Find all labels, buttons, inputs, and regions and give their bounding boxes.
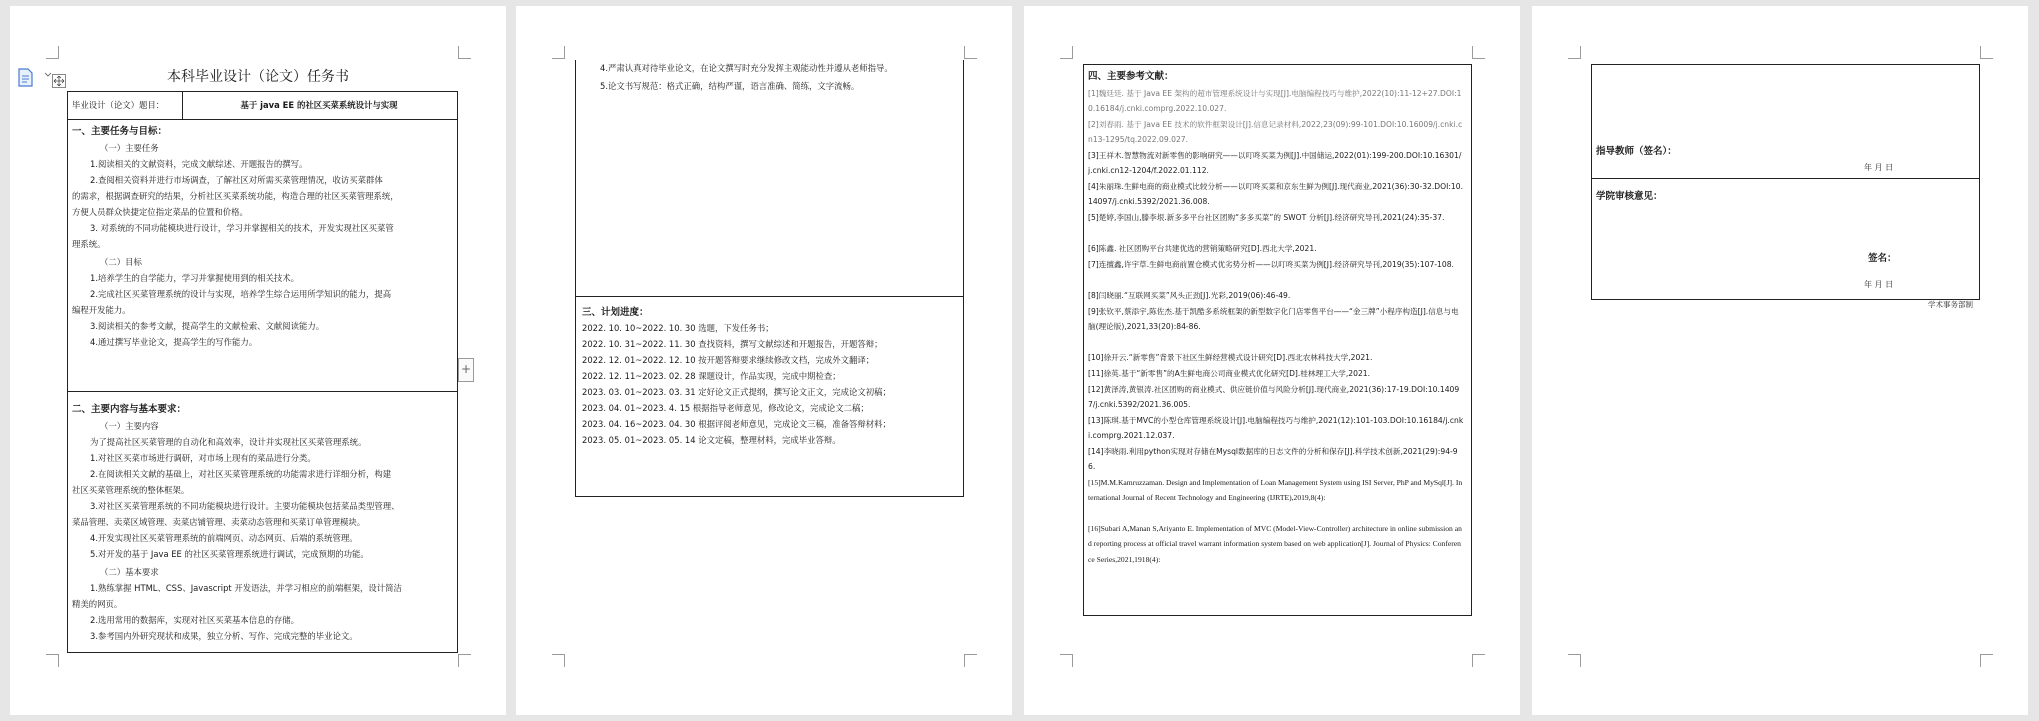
page-4 <box>1532 6 2028 715</box>
reference-item: [7]连擅鑫,许宇草.生鲜电商前置仓模式优劣势分析——以叮咚买菜为例[J].经济研究导刊,2019(35):107-108. <box>1088 260 1454 269</box>
text-line: 1.熟练掌握 HTML、CSS、Javascript 开发语法，并学习相应的前端框架，设计简洁 <box>90 583 402 593</box>
college-review-label: 学院审核意见： <box>1596 191 1663 202</box>
text-line: 3.参考国内外研究现状和成果，独立分析、写作、完成完整的毕业论文。 <box>90 631 358 641</box>
schedule-item: 2022. 10. 10~2022. 10. 30 选题，下发任务书； <box>582 323 774 333</box>
text-line: 3.对社区买菜管理系统的不同功能模块进行设计。主要功能模块包括菜品类型管理、 <box>90 501 400 511</box>
topic-value: 基于 java EE 的社区买菜系统设计与实现 <box>240 100 398 110</box>
text-line: 3.阅读相关的参考文献，提高学生的文献检索、文献阅读能力。 <box>90 321 325 331</box>
text-line: 社区买菜管理系统的整体框架。 <box>72 485 190 495</box>
text-line: 菜品管理、卖菜区域管理、卖菜店铺管理、卖菜动态管理和买菜订单管理模块。 <box>72 517 366 527</box>
crop-mark <box>1568 46 1581 59</box>
signature-label: 签名： <box>1868 253 1897 264</box>
crop-mark <box>1060 46 1073 59</box>
advisor-signature-label: 指导教师（签名）： <box>1596 146 1677 157</box>
date-line: 年 月 日 <box>1864 280 1894 289</box>
crop-mark <box>552 46 565 59</box>
text-line: （一）主要任务 <box>100 143 159 153</box>
text-line: 2.查阅相关资料并进行市场调查，了解社区对所需买菜管理情况，收访买菜群体 <box>90 175 383 185</box>
crop-mark <box>964 46 977 59</box>
crop-mark <box>46 46 59 59</box>
crop-mark <box>964 654 977 667</box>
page-title: 本科毕业设计（论文）任务书 <box>167 69 349 85</box>
crop-mark <box>1472 654 1485 667</box>
approval-table <box>1591 64 1980 300</box>
task-table-continued <box>575 60 964 497</box>
table-divider <box>67 391 457 392</box>
reference-item: [1]魏廷廷. 基于 Java EE 架构的超市管理系统设计与实现[J].电脑编程技巧与维护,2022(10):11-12+27.DOI:10.16184/j.cnki.comprg.2022.10.027. <box>1088 89 1462 114</box>
section-2-title: 二、主要内容与基本要求： <box>72 404 187 415</box>
table-divider <box>67 119 457 120</box>
page-3 <box>1024 6 1520 715</box>
text-line: 1.对社区买菜市场进行调研，对市场上现有的菜品进行分类。 <box>90 453 316 463</box>
text-line: 2.完成社区买菜管理系统的设计与实现，培养学生综合运用所学知识的能力，提高 <box>90 289 392 299</box>
text-line: 5.对开发的基于 Java EE 的社区买菜管理系统进行调试，完成预期的功能。 <box>90 549 369 559</box>
text-line: 2.在阅读相关文献的基础上，对社区买菜管理系统的功能需求进行详细分析，构建 <box>90 469 392 479</box>
reference-item: [6]陈鑫. 社区团购平台共建优选的营销策略研究[D].西北大学,2021. <box>1088 244 1317 253</box>
reference-item: [13]陈琪.基于MVC的小型仓库管理系统设计[J].电脑编程技巧与维护,2021(12):101-103.DOI:10.16184/j.cnki.comprg.2021.12.037. <box>1088 416 1464 441</box>
schedule-item: 2022. 12. 01~2022. 12. 10 按开题答辩要求继续修改文档，完成外文翻译； <box>582 355 875 365</box>
text-line: （一）主要内容 <box>100 421 159 431</box>
crop-mark <box>1980 46 1993 59</box>
crop-mark <box>458 654 471 667</box>
schedule-item: 2022. 10. 31~2022. 11. 30 查找资料，撰写文献综述和开题报告，开题答辩； <box>582 339 883 349</box>
schedule-item: 2023. 05. 01~2023. 05. 14 论文定稿，整理材料，完成毕业答辩。 <box>582 435 841 445</box>
text-line: （二）目标 <box>100 257 142 267</box>
text-line: 为了提高社区买菜管理的自动化和高效率，设计并实现社区买菜管理系统。 <box>90 437 367 447</box>
text-line: 2.选用常用的数据库，实现对社区买菜基本信息的存储。 <box>90 615 299 625</box>
schedule-item: 2022. 12. 11~2023. 02. 28 课题设计，作品实现，完成中期检查； <box>582 371 841 381</box>
schedule-item: 2023. 03. 01~2023. 03. 31 定好论文正式提纲，撰写论文正文，完成论文初稿； <box>582 387 891 397</box>
reference-item: [14]李晓雨.利用python实现对存储在Mysql数据库的日志文件的分析和保存[J].科学技术创新,2021(29):94-96. <box>1088 447 1458 472</box>
text-line: 4.通过撰写毕业论文，提高学生的写作能力。 <box>90 337 258 347</box>
crop-mark <box>1060 654 1073 667</box>
schedule-item: 2023. 04. 01~2023. 4. 15 根据指导老师意见，修改论文，完成论文二稿； <box>582 403 869 413</box>
reference-item: [15]M.M.Kamruzzaman. Design and Implementation of Loan Management System using ISI Server, PhP and MySql[J]. International Journal of Recent Technology and Engineering (IJRTE),2019,8(4): <box>1088 478 1463 503</box>
text-line: 3. 对系统的不同功能模块进行设计，学习并掌握相关的技术，开发实现社区买菜管 <box>90 223 394 233</box>
reference-item: [16]Subari A,Manan S,Ariyanto E. Implementation of MVC (Model-View-Controller) architecture in online submission and reporting process at official travel warrant information system based on web application[J]. Journal of Physics: Conference Series,2021,1918(4): <box>1088 524 1462 564</box>
topic-label: 毕业设计（论文）题目： <box>72 100 165 110</box>
text-line: 方便人员群众快捷定位指定菜品的位置和价格。 <box>72 207 248 217</box>
text-line: （二）基本要求 <box>100 567 159 577</box>
table-divider <box>575 296 963 297</box>
reference-item: [4]朱丽珠.生鲜电商的商业模式比较分析——以叮咚买菜和京东生鲜为例[J].现代商业,2021(36):30-32.DOI:10.14097/j.cnki.5392/2021.36.008. <box>1088 182 1463 207</box>
crop-mark <box>46 654 59 667</box>
text-line: 编程开发能力。 <box>72 305 131 315</box>
reference-item: [3]王祥木.智慧物流对新零售的影响研究——以叮咚买菜为例[J].中国储运,2022(01):199-200.DOI:10.16301/j.cnki.cn12-1204/f.2022.01.112. <box>1088 151 1462 176</box>
text-line: 理系统。 <box>72 239 106 249</box>
section-4-title: 四、主要参考文献： <box>1088 71 1174 82</box>
reference-item: [10]徐开云.“新零售”背景下社区生鲜经营模式设计研究[D].西北农林科技大学,2021. <box>1088 353 1373 362</box>
text-line: 1.培养学生的自学能力，学习并掌握使用到的相关技术。 <box>90 273 299 283</box>
reference-item: [8]闫晓丽.“互联网买菜”风头正劲[J].光彩,2019(06):46-49. <box>1088 291 1291 300</box>
crop-mark <box>1568 654 1581 667</box>
reference-item: [5]楚婷,李国山,滕李垠.新多多平台社区团购“多多买菜”的 SWOT 分析[J].经济研究导刊,2021(24):35-37. <box>1088 213 1445 222</box>
reference-item: [9]张钦平,蔡添宇,陈佐杰.基于凯酷多系统框架的新型数字化门店零售平台——“金三牌”小程序构造[J].信息与电脑(理论版),2021,33(20):84-86. <box>1088 307 1459 332</box>
text-line: 5.论文书写规范：格式正确，结构严谨，语言准确、简练，文字流畅。 <box>600 81 860 91</box>
reference-item: [11]徐英.基于“新零售”的A生鲜电商公司商业模式优化研究[D].桂林理工大学,2021. <box>1088 369 1371 378</box>
text-line: 的需求，根据调查研究的结果，分析社区买菜系统功能，构造合理的社区买菜管理系统， <box>72 191 399 201</box>
reference-item: [2]刘春雨. 基于 Java EE 技术的软件框架设计[J].信息记录材料,2022,23(09):99-101.DOI:10.16009/j.cnki.cn13-1295/tq.2022.09.027. <box>1088 120 1463 145</box>
page-2 <box>516 6 1012 715</box>
crop-mark <box>1472 46 1485 59</box>
reference-item: [12]黄泽涛,黄银涛.社区团购的商业模式、供应链价值与风险分析[J].现代商业,2021(36):17-19.DOI:10.14097/j.cnki.5392/2021.36.005. <box>1088 385 1460 410</box>
section-1-title: 一、主要任务与目标： <box>72 126 168 137</box>
text-line: 4.开发实现社区买菜管理系统的前端网页、动态网页、后端的系统管理。 <box>90 533 358 543</box>
text-line: 精美的网页。 <box>72 599 123 609</box>
schedule-item: 2023. 04. 16~2023. 04. 30 根据评阅老师意见，完成论文三稿，准备答辩材料； <box>582 419 891 429</box>
page-1 <box>10 6 506 715</box>
text-line: 1.阅读相关的文献资料，完成文献综述、开题报告的撰写。 <box>90 159 308 169</box>
text-line: 4.严肃认真对待毕业论文，在论文撰写时充分发挥主观能动性并遵从老师指导。 <box>600 63 893 73</box>
crop-mark <box>552 654 565 667</box>
crop-mark <box>1980 654 1993 667</box>
table-divider <box>1591 178 1979 179</box>
add-row-button[interactable]: + <box>458 358 474 382</box>
crop-mark <box>458 46 471 59</box>
section-3-title: 三、计划进度： <box>582 307 649 318</box>
date-line: 年 月 日 <box>1864 163 1894 172</box>
footer-note: 学术事务部制 <box>1928 300 1973 309</box>
